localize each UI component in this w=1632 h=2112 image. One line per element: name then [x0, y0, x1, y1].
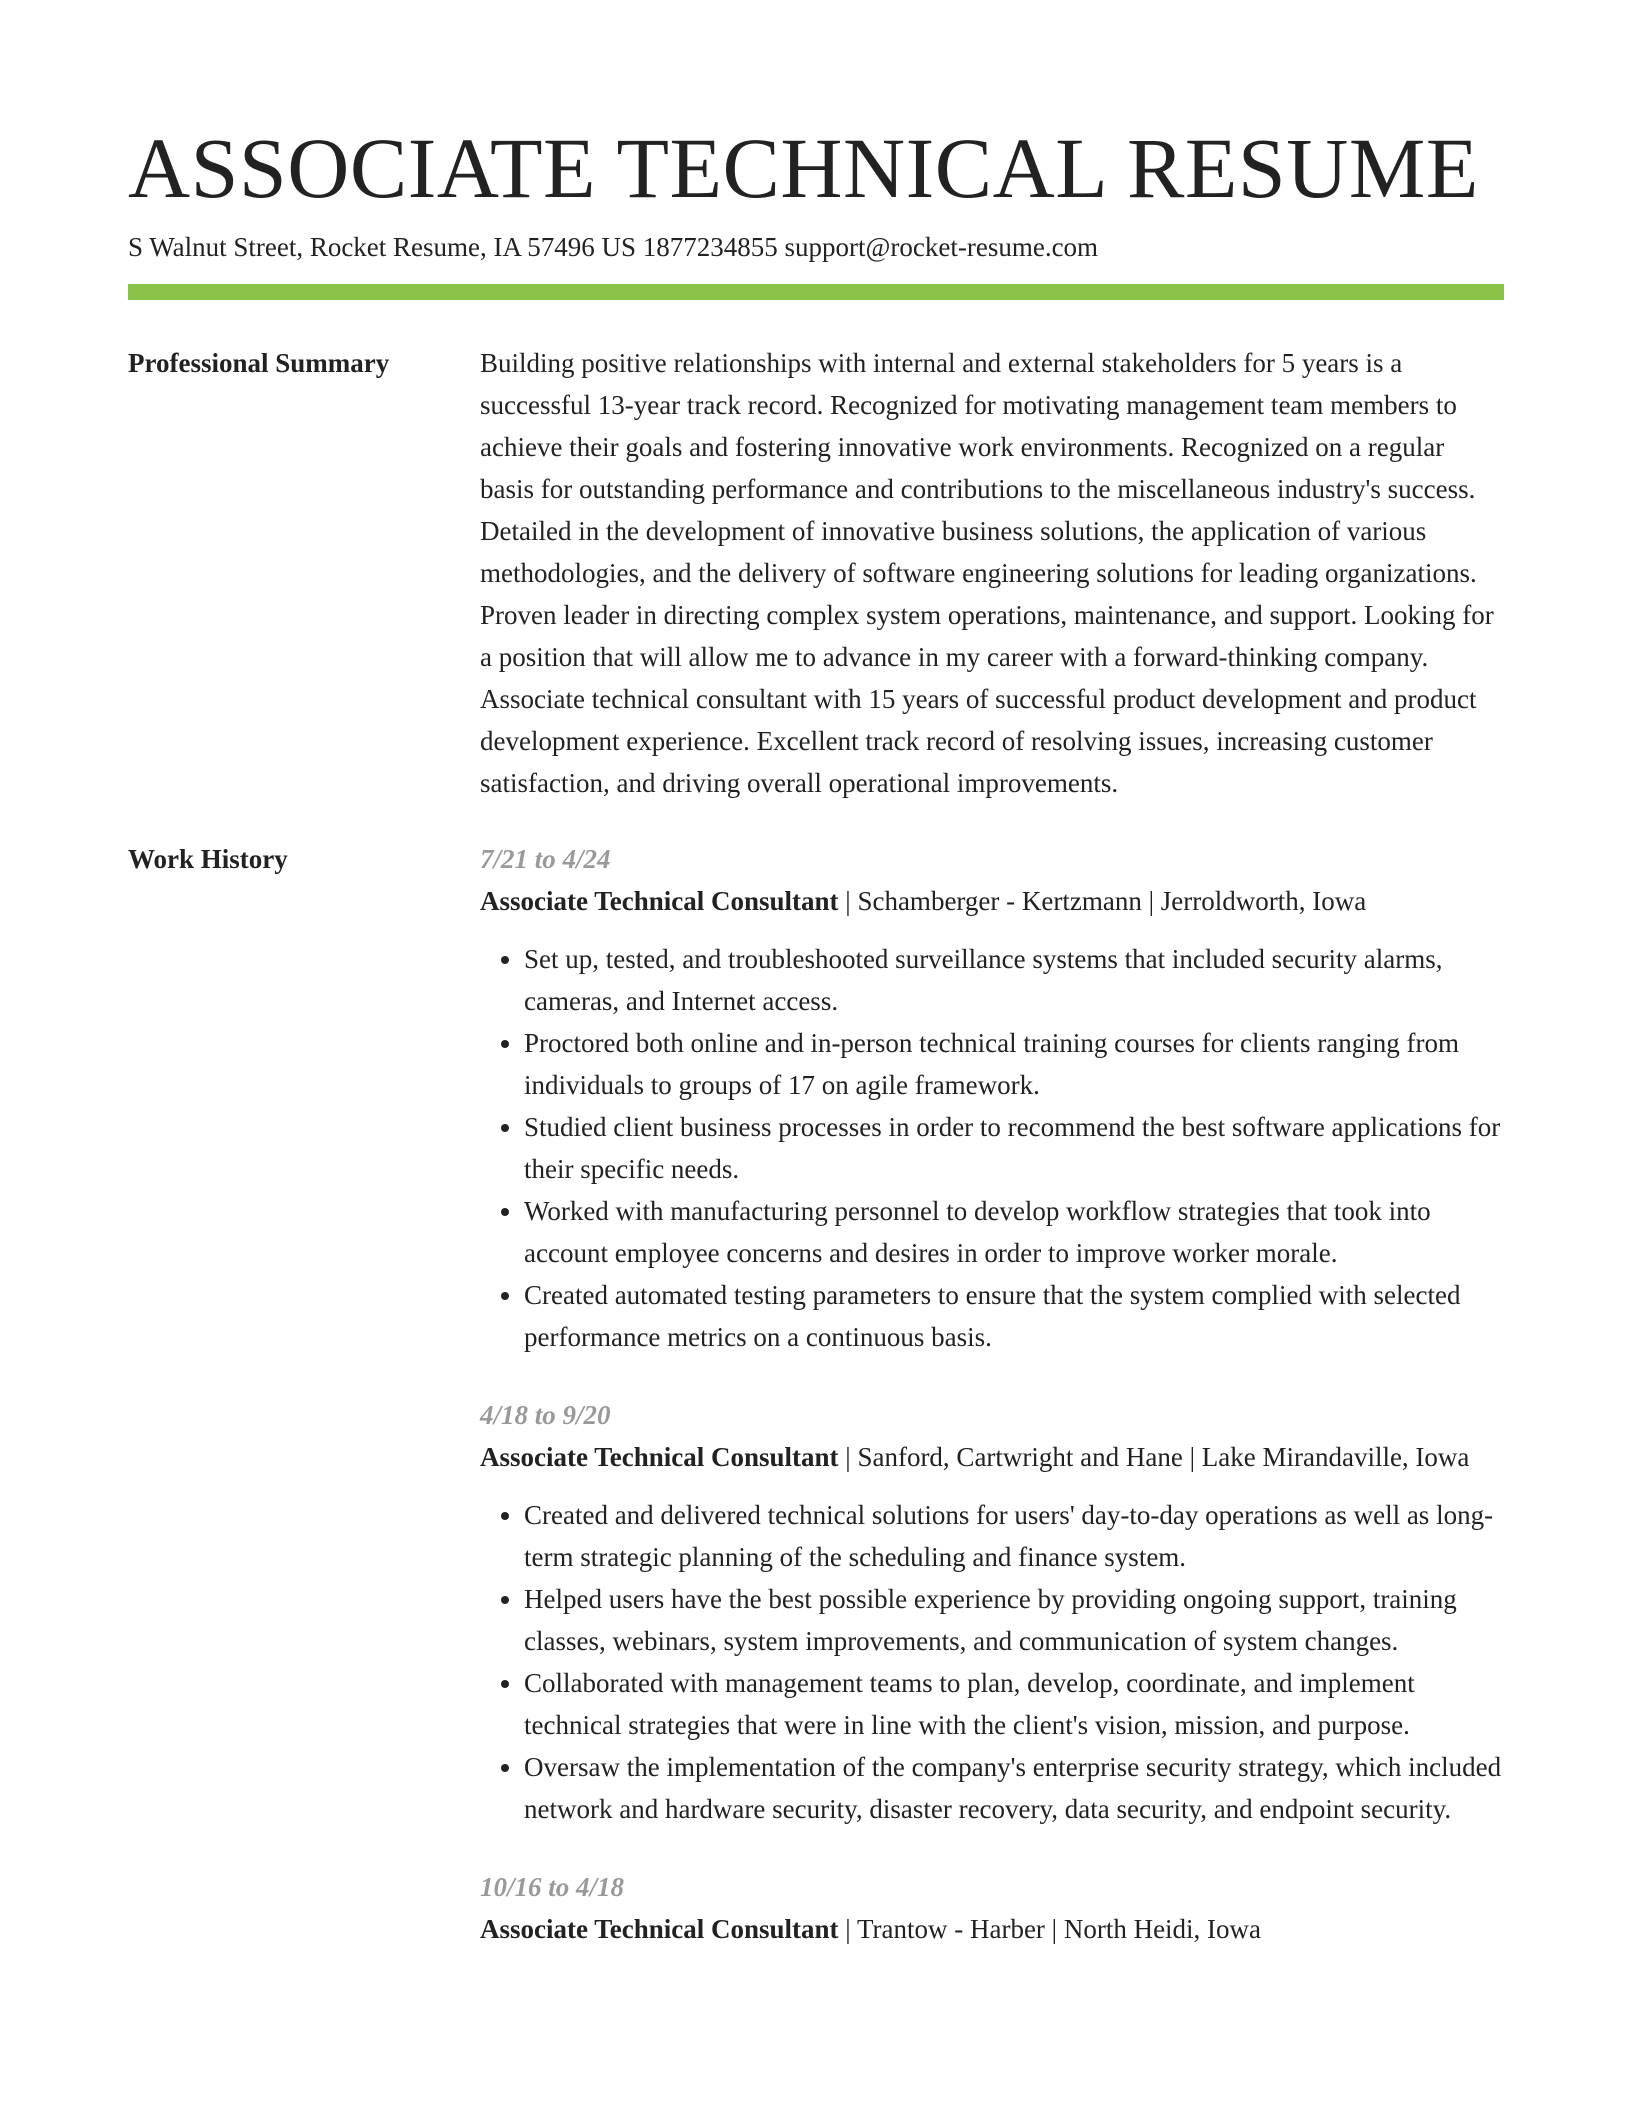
- work-history-section: [128, 838, 1504, 1986]
- resume-page: [128, 0, 1504, 1986]
- job-title: Associate Technical Consultant: [480, 886, 839, 916]
- job-bullet: • Proctored both online and in-person technical training courses for clients ranging from individuals to groups of 17 on agile framework.: [524, 1022, 1504, 1106]
- job-bullet: • Studied client business processes in order to recommend the best software applications for their specific needs.: [524, 1106, 1504, 1190]
- job-heading: [480, 1908, 1504, 1950]
- job-entry: [480, 1866, 1504, 1950]
- job-heading: [480, 1436, 1504, 1478]
- job-bullet: • Oversaw the implementation of the company's enterprise security strategy, which included network and hardware security, disaster recovery, data security, and endpoint security.: [524, 1746, 1504, 1830]
- job-dates: 10/16 to 4/18: [480, 1872, 625, 1902]
- job-title: Associate Technical Consultant: [480, 1442, 839, 1472]
- job-title: Associate Technical Consultant: [480, 1914, 839, 1944]
- job-bullet: • Set up, tested, and troubleshooted surveillance systems that included security alarms, cameras, and Internet access.: [524, 938, 1504, 1022]
- summary-text: Building positive relationships with internal and external stakeholders for 5 years is a successful 13-year track record. Recognized for motivating management team members to achieve their goals and fostering innovative work environments. Recognized on a regular basis for outstanding performance and contributions to the miscellaneous industry's success. Detailed in the development of innovative business solutions, the application of various methodologies, and the delivery of software engineering solutions for leading organizations. Proven leader in directing complex system operations, maintenance, and support. Looking for a position that will allow me to advance in my career with a forward-thinking company. Associate technical consultant with 15 years of successful product development and product development experience. Excellent track record of resolving issues, increasing customer satisfaction, and driving overall operational improvements.: [480, 348, 1494, 798]
- job-employer-location: | Trantow - Harber | North Heidi, Iowa: [838, 1914, 1262, 1944]
- job-entry: [480, 838, 1504, 1358]
- resume-title: ASSOCIATE TECHNICAL RESUME: [128, 120, 1479, 216]
- job-bullet: • Worked with manufacturing personnel to develop workflow strategies that took into account employee concerns and desires in order to improve worker morale.: [524, 1190, 1504, 1274]
- contact-line: S Walnut Street, Rocket Resume, IA 57496 US 1877234855 support@rocket-resume.com: [128, 232, 1099, 262]
- job-entry: [480, 1394, 1504, 1830]
- work-history-body: [480, 838, 1504, 1986]
- job-bullet: • Created and delivered technical solutions for users' day-to-day operations as well as long-term strategic planning of the scheduling and finance system.: [524, 1494, 1504, 1578]
- job-employer-location: | Schamberger - Kertzmann | Jerroldworth, Iowa: [838, 886, 1367, 916]
- job-dates: 4/18 to 9/20: [480, 1400, 611, 1430]
- section-label-work-history: Work History: [128, 844, 288, 874]
- job-heading: [480, 880, 1504, 922]
- job-dates: 7/21 to 4/24: [480, 844, 611, 874]
- job-bullets: [480, 938, 1504, 1358]
- section-label-summary: Professional Summary: [128, 348, 390, 378]
- job-bullet: • Collaborated with management teams to plan, develop, coordinate, and implement technical strategies that were in line with the client's vision, mission, and purpose.: [524, 1662, 1504, 1746]
- job-bullets: [480, 1494, 1504, 1830]
- summary-body: [480, 342, 1504, 804]
- header-divider: [128, 284, 1504, 300]
- job-bullet: • Created automated testing parameters to ensure that the system complied with selected performance metrics on a continuous basis.: [524, 1274, 1504, 1358]
- professional-summary-section: [128, 342, 1504, 804]
- job-employer-location: | Sanford, Cartwright and Hane | Lake Mirandaville, Iowa: [838, 1442, 1470, 1472]
- job-bullet: • Helped users have the best possible experience by providing ongoing support, training classes, webinars, system improvements, and communication of system changes.: [524, 1578, 1504, 1662]
